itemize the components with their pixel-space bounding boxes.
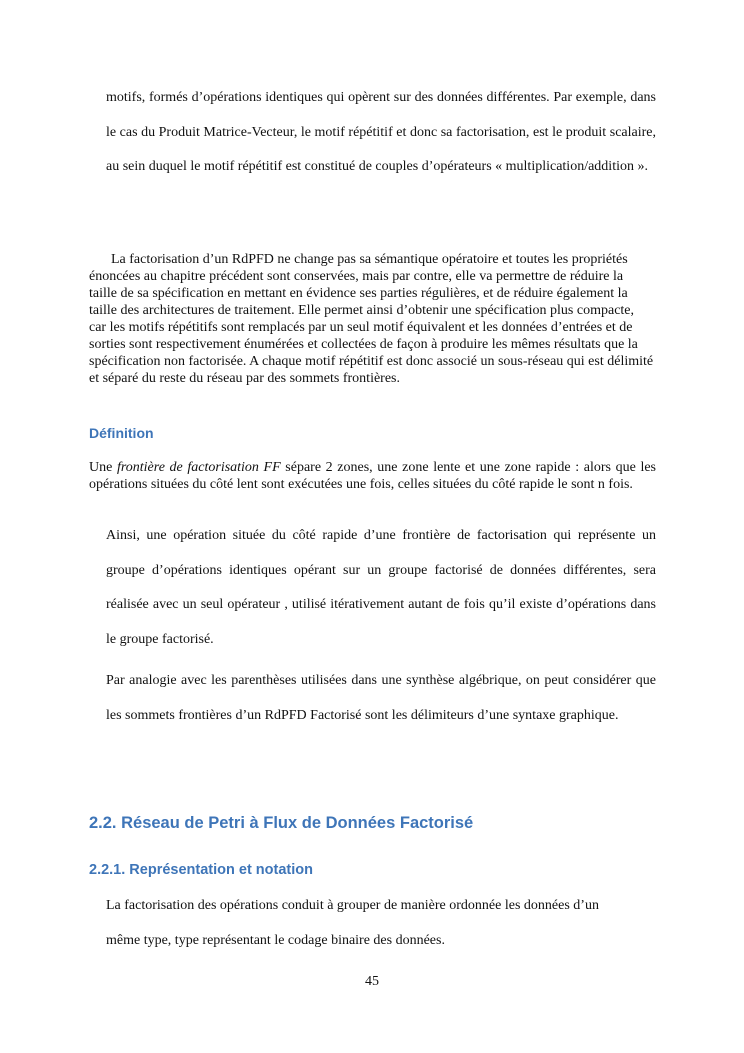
paragraph-factorisation: La factorisation d’un RdPFD ne change pas sa sémantique opératoire et toutes les propriétés énoncées au chapitre précédent sont conservées, mais par contre, elle va permettre de réduire la taille de sa spécification en mettant en évidence ses parties régulières, et de réduire également la taille des architectures de traitement. Elle permet ainsi d’obtenir une spécification plus compacte, car les motifs répétitifs sont remplacés par un seul motif équivalent et les données d’entrées et de sorties sont respectivement énumérées et collectées de façon à produire les mêmes résultats que la spécification non factorisée. A chaque motif répétitif est donc associé un sous-réseau qui est délimité et séparé du reste du réseau par des sommets frontières. bbox=[89, 252, 654, 386]
definition-heading: Définition bbox=[89, 425, 154, 441]
definition-prefix: Une bbox=[89, 460, 117, 475]
paragraph-analogie: Par analogie avec les parenthèses utilisées dans une synthèse algébrique, on peut considérer que les sommets frontières d’un RdPFD Factorisé sont les délimiteurs d’une syntaxe graphique. bbox=[106, 673, 656, 723]
paragraph-ainsi: Ainsi, une opération située du côté rapide d’une frontière de factorisation qui représente un groupe d’opérations identiques opérant sur un groupe factorisé de données différentes, sera réalisée avec un seul opérateur , utilisé itérativement autant de fois qu’il existe d’opérations dans le groupe factorisé. bbox=[106, 528, 656, 647]
definition-term: frontière de factorisation FF bbox=[116, 460, 281, 475]
paragraph-motifs: motifs, formés d’opérations identiques qui opèrent sur des données différentes. Par exemple, dans le cas du Produit Matrice-Vecteur, le motif répétitif et donc sa factorisation, est le produit scalaire, au sein duquel le motif répétitif est constitué de couples d’opérateurs « multiplication/addition ». bbox=[106, 90, 656, 174]
definition-body: sépare 2 zones, une zone lente et une zone rapide : alors que les opérations situées du côté lent sont exécutées une fois, celles situées du côté rapide le sont n fois. bbox=[89, 460, 656, 492]
paragraph-definition bbox=[89, 459, 656, 493]
section-heading: 2.2. Réseau de Petri à Flux de Données Factorisé bbox=[89, 814, 474, 832]
page-number: 45 bbox=[365, 974, 379, 989]
subsection-heading: 2.2.1. Représentation et notation bbox=[89, 862, 313, 878]
paragraph-representation: La factorisation des opérations conduit à grouper de manière ordonnée les données d’un même type, type représentant le codage binaire des données. bbox=[106, 898, 599, 948]
